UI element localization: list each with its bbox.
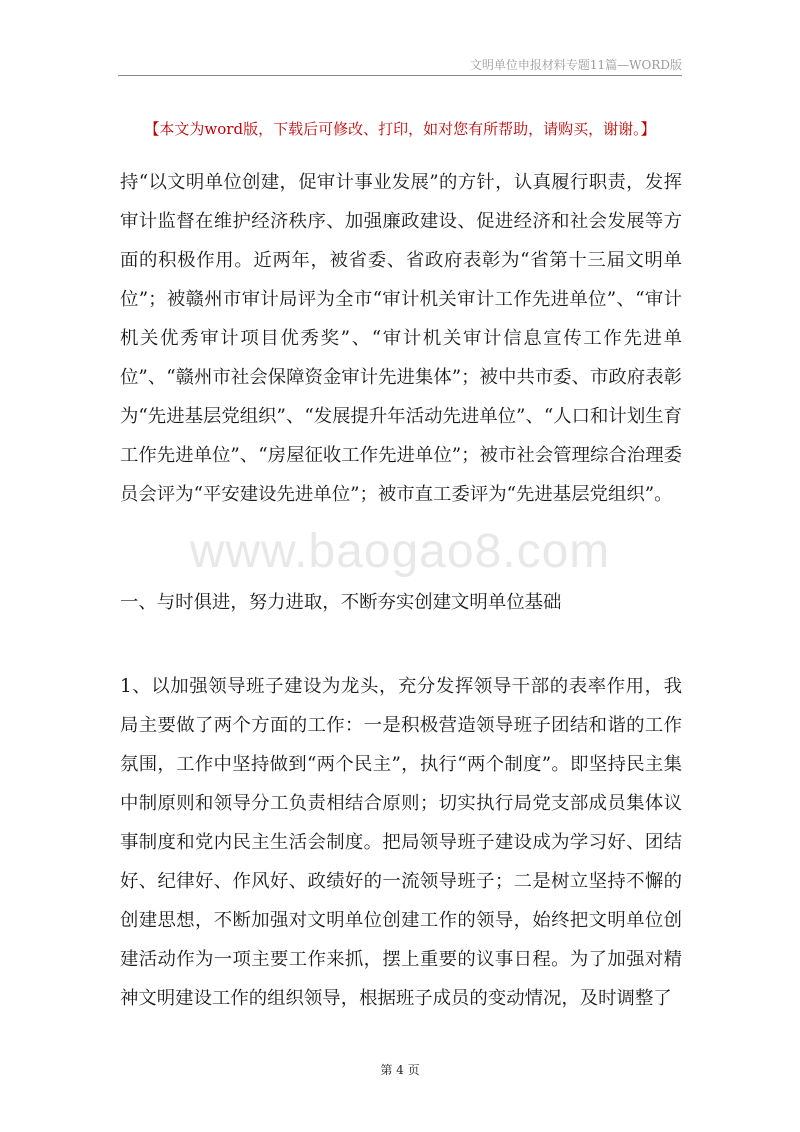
- running-header: 文明单位申报材料专题11篇—WORD版: [469, 58, 682, 72]
- site-watermark: www.baogao8.com: [189, 525, 611, 578]
- body-paragraph-1: 持“以文明单位创建，促审计事业发展”的方针，认真履行职责，发挥审计监督在维护经济秩序、加强廉政建设、促进经济和社会发展等方面的积极作用。近两年，被省委、省政府表彰为“省第十三届文明单位”；被赣州市审计局评为全市“审计机关审计工作先进单位”、“审计机关优秀审计项目优秀奖”、“审计机关审计信息宣传工作先进单位”、“赣州市社会保障资金审计先进集体”；被中共市委、市政府表彰为“先进基层党组织”、“发展提升年活动先进单位”、“人口和计划生育工作先进单位”、“房屋征收工作先进单位”；被市社会管理综合治理委员会评为“平安建设先进单位”；被市直工委评为“先进基层党组织”。: [120, 172, 682, 505]
- purchase-notice: 【本文为word版，下载后可修改、打印，如对您有所帮助，请购买，谢谢。】: [144, 120, 656, 138]
- section-heading: 一、与时俱进，努力进取，不断夯实创建文明单位基础: [120, 592, 562, 613]
- header-rule: [118, 75, 682, 76]
- page-number: 第 4 页: [380, 1063, 420, 1077]
- body-paragraph-2: 1、以加强领导班子建设为龙头，充分发挥领导干部的表率作用，我局主要做了两个方面的工作：一是积极营造领导班子团结和谐的工作氛围，工作中坚持做到“两个民主”，执行“两个制度”。即坚持民主集中制原则和领导分工负责相结合原则；切实执行局党支部成员集体议事制度和党内民主生活会制度。把局领导班子建设成为学习好、团结好、纪律好、作风好、政绩好的一流领导班子；二是树立坚持不懈的创建思想，不断加强对文明单位创建工作的领导，始终把文明单位创建活动作为一项主要工作来抓，摆上重要的议事日程。为了加强对精神文明建设工作的组织领导，根据班子成员的变动情况，及时调整了: [120, 676, 682, 1009]
